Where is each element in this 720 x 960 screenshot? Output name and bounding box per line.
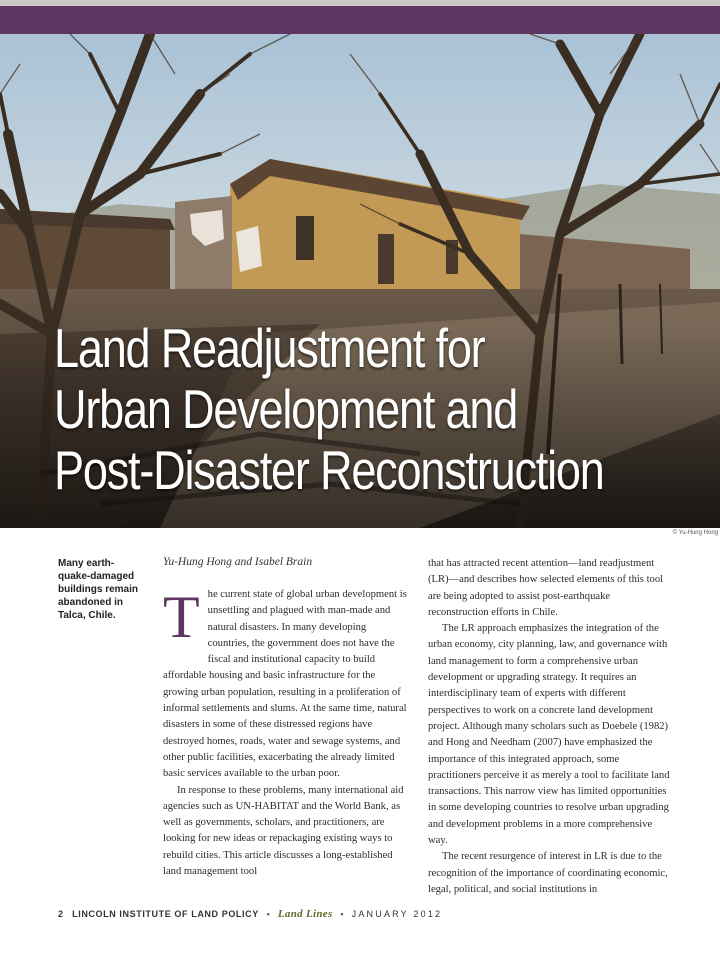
body-column-2 — [428, 556, 673, 898]
page-footer — [58, 908, 442, 920]
author-byline: Yu-Hung Hong and Isabel Brain — [163, 556, 313, 568]
headline-line-2: Urban Development and — [54, 378, 518, 440]
photo-caption: Many earth- quake-damaged buildings remain abandoned in Talca, Chile. — [58, 558, 139, 621]
paragraph-1-text: he current state of global urban development is unsettling and plagued with man-made and natural disasters. In many developing countries, the government does not have the fiscal and institutional capacity to build affordable housing and basic infrastructure for the growing urban population, resulting in a proliferation of informal settlements and slums. At the same time, natural disasters in some of these distressed regions have destroyed homes, roads, water and sewage systems, and other public facilities, exacerbating the already limited basic services available to the urban poor. — [163, 589, 407, 780]
top-color-band — [0, 0, 720, 34]
paragraph-1 — [163, 584, 407, 783]
footer-separator-2: • — [340, 909, 344, 919]
headline-line-1: Land Readjustment for — [54, 317, 485, 379]
footer-magazine-title: Land Lines — [277, 908, 333, 920]
photo-credit: © Yu-Hung Hong — [672, 530, 718, 536]
footer-date: JANUARY 2012 — [351, 909, 443, 919]
page-number: 2 — [58, 909, 64, 919]
body-column-1 — [163, 584, 407, 880]
article-headline — [54, 317, 604, 501]
paragraph-2: In response to these problems, many international aid agencies such as UN-HABITAT and the World Bank, as well as governments, scholars, and practitioners, are looking for new ideas or repackaging existing ways to rebuild cities. This article discusses a long-established land management tool — [163, 784, 404, 878]
headline-line-3: Post-Disaster Reconstruction — [54, 439, 604, 501]
footer-organization: LINCOLN INSTITUTE OF LAND POLICY — [72, 909, 259, 919]
paragraph-3: that has attracted recent attention—land readjustment (LR)—and describes how selected elements of this tool are being adopted to assist post-earthquake reconstruction efforts in Chile. — [428, 558, 664, 618]
paragraph-5: The recent resurgence of interest in LR is due to the recognition of the importance of coordinating economic, legal, political, and social institutions in — [428, 851, 668, 895]
paragraph-4: The LR approach emphasizes the integration of the urban economy, city planning, law, and governance with land management to form a comprehensive urban development or upgrading strategy. It requires an interdisciplinary team of experts with different perspectives to work on a concrete land development project. Although many scholars such as Doebele (1982) and Hong and Needham (2007) have emphasized the importance of this integrated approach, some practitioners perceive it as merely a tool to facilitate land transactions. This narrow view has limited opportunities in some developing countries to resolve urban upgrading and development problems in a more comprehensive way. — [428, 623, 670, 847]
footer-separator-1: • — [266, 909, 271, 919]
drop-cap: T — [163, 584, 200, 650]
